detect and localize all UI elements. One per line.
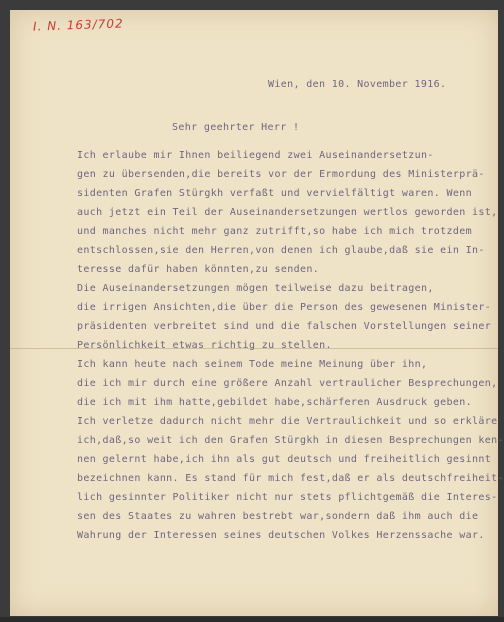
body-line-10: präsidenten verbreitet sind und die falschen Vorstellungen seiner	[77, 321, 492, 332]
body-line-21: Wahrung der Interessen seines deutschen Volkes Herzenssache war.	[77, 530, 485, 541]
body-line-5: und manches nicht mehr ganz zutrifft,so habe ich mich trotzdem	[77, 226, 472, 237]
body-line-4: auch jetzt ein Teil der Auseinandersetzungen wertlos geworden ist,	[77, 207, 498, 218]
body-line-2: gen zu übersenden,die bereits vor der Ermordung des Ministerprä-	[77, 169, 485, 180]
body-line-16: ich,daß,so weit ich den Grafen Stürgkh in diesen Besprechungen ken-	[77, 435, 504, 446]
date-line: Wien, den 10. November 1916.	[268, 79, 447, 90]
letter-page	[10, 10, 498, 616]
body-line-1: Ich erlaube mir Ihnen beiliegend zwei Auseinandersetzun-	[77, 150, 434, 161]
body-line-15: Ich verletze dadurch nicht mehr die Vertraulichkeit und so erkläre	[77, 416, 498, 427]
body-line-8: Die Auseinandersetzungen mögen teilweise dazu beitragen,	[77, 283, 434, 294]
body-line-20: sen des Staates zu wahren bestrebt war,sondern daß ihm auch die	[77, 511, 479, 522]
body-line-14: die ich mit ihm hatte,gebildet habe,schärferen Ausdruck geben.	[77, 397, 472, 408]
archive-mark: I. N. 163/702	[32, 16, 124, 34]
body-line-9: die irrigen Ansichten,die über die Person des gewesenen Minister-	[77, 302, 492, 313]
body-line-3: sidenten Grafen Stürgkh verfaßt und vervielfältigt waren. Wenn	[77, 188, 472, 199]
body-line-6: entschlossen,sie den Herren,von denen ich glaube,daß sie ein In-	[77, 245, 485, 256]
salutation: Sehr geehrter Herr !	[172, 122, 300, 133]
body-line-7: teresse dafür haben könnten,zu senden.	[77, 264, 320, 275]
body-line-18: bezeichnen kann. Es stand für mich fest,daß er als deutschfreiheit-	[77, 473, 504, 484]
body-line-13: die ich mir durch eine größere Anzahl vertraulicher Besprechungen,	[77, 378, 498, 389]
body-line-11: Persönlichkeit etwas richtig zu stellen.	[77, 340, 332, 351]
body-line-12: Ich kann heute nach seinem Tode meine Meinung über ihn,	[77, 359, 428, 370]
scan-border	[0, 617, 504, 622]
body-line-19: lich gesinnter Politiker nicht nur stets pflichtgemäß die Interes-	[77, 492, 498, 503]
body-line-17: nen gelernt habe,ich ihn als gut deutsch und freiheitlich gesinnt	[77, 454, 492, 465]
